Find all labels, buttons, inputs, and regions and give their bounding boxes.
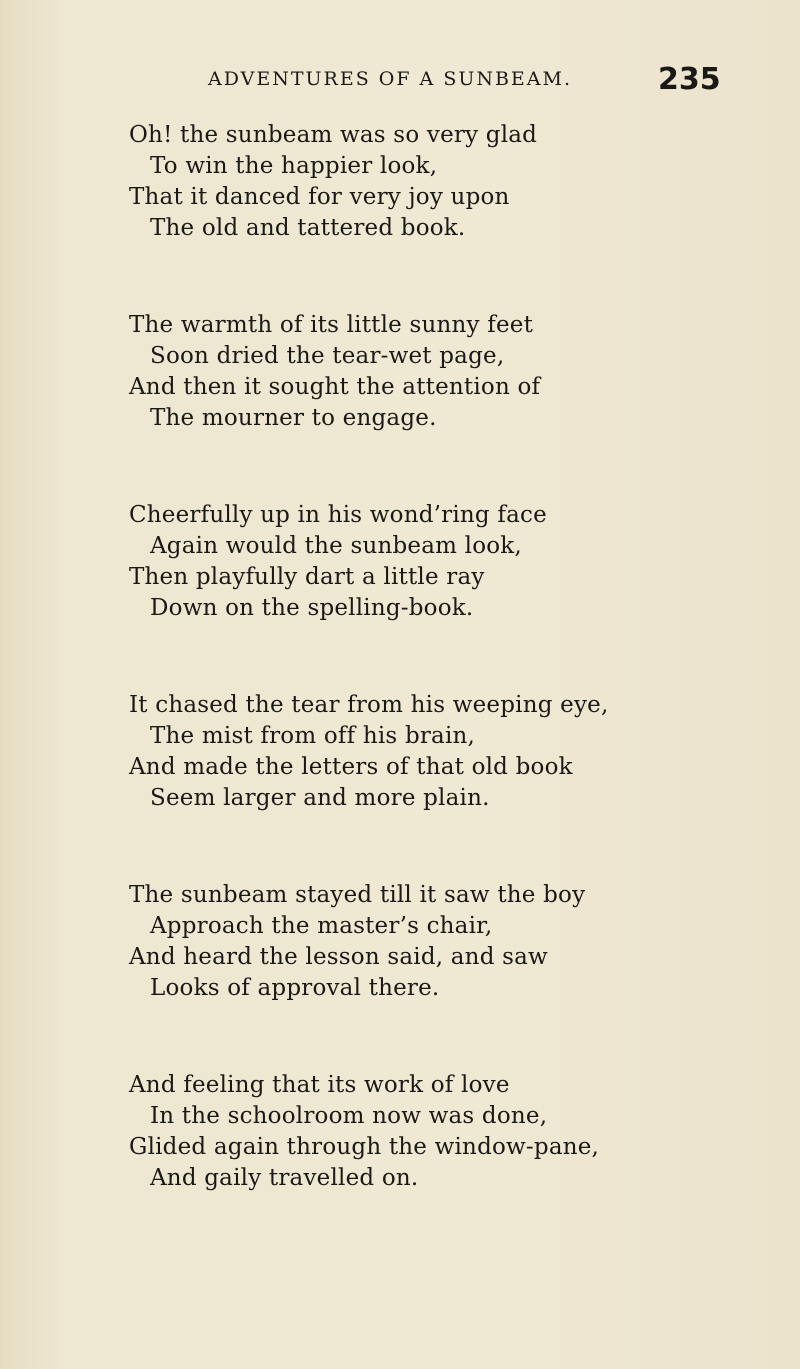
poem-line: Cheerfully up in his wond’ring face [129, 502, 547, 528]
stanza [129, 310, 749, 434]
stanza [129, 1070, 749, 1194]
poem-line: It chased the tear from his weeping eye, [129, 692, 609, 718]
poem-line: Seem larger and more plain. [150, 785, 490, 811]
stanza [129, 880, 749, 1004]
stanza [129, 500, 749, 624]
poem-line: To win the happier look, [150, 153, 438, 179]
poem-line: The sunbeam stayed till it saw the boy [129, 882, 586, 908]
poem-line: Again would the sunbeam look, [150, 533, 522, 559]
poem-line: And made the letters of that old book [129, 754, 573, 780]
stanza [129, 690, 749, 814]
poem-line: And feeling that its work of love [129, 1072, 510, 1098]
poem-line: Down on the spelling-book. [150, 595, 474, 621]
poem-line: And heard the lesson said, and saw [129, 944, 548, 970]
poem-line: That it danced for very joy upon [129, 184, 510, 210]
poem-line: Then playfully dart a little ray [129, 564, 485, 590]
poem-line: Oh! the sunbeam was so very glad [129, 122, 538, 148]
poem-line: The old and tattered book. [150, 215, 466, 241]
poem-line: Glided again through the window-pane, [129, 1134, 600, 1160]
poem-line: The mourner to engage. [150, 405, 437, 431]
page-number: 235 [658, 62, 721, 97]
poem [129, 120, 749, 1260]
poem-line: Soon dried the tear-wet page, [150, 343, 505, 369]
poem-line: The warmth of its little sunny feet [129, 312, 534, 338]
poem-line: The mist from off his brain, [150, 723, 476, 749]
stanza [129, 120, 749, 244]
running-title: ADVENTURES OF A SUNBEAM. [208, 68, 573, 90]
poem-line: And gaily travelled on. [150, 1165, 419, 1191]
poem-line: In the schoolroom now was done, [150, 1103, 548, 1129]
poem-line: And then it sought the attention of [129, 374, 541, 400]
poem-line: Approach the master’s chair, [150, 913, 493, 939]
poem-line: Looks of approval there. [150, 975, 440, 1001]
